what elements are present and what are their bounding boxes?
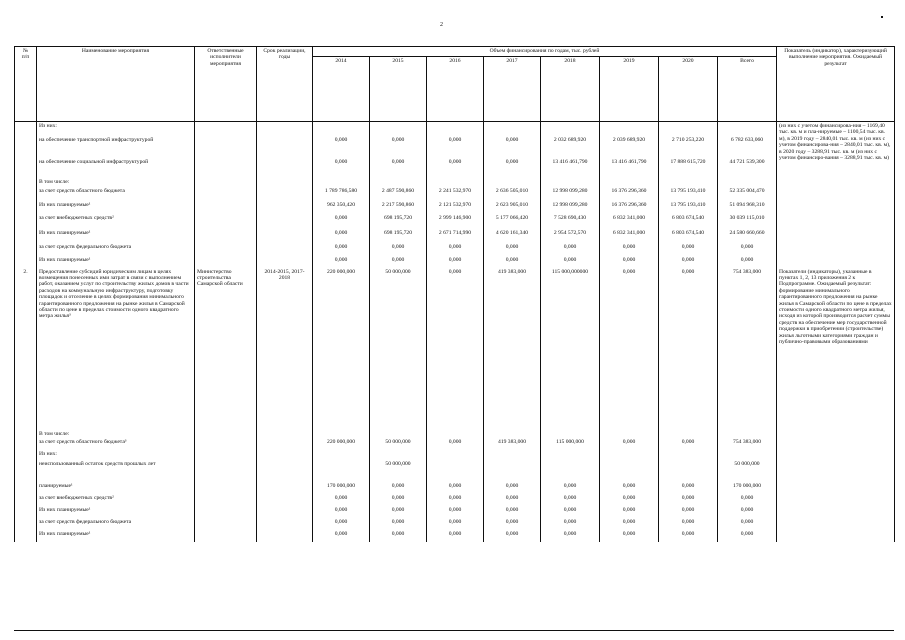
row-year-value: 0,000 (659, 438, 718, 450)
row-year-value: 0,000 (427, 158, 484, 178)
row-number (15, 430, 37, 438)
row-year-value: 0,000 (313, 256, 370, 268)
row-year-value: 2 623 905,010 (484, 201, 541, 214)
row-year-value: 0,000 (484, 256, 541, 268)
row-year-value: 2 954 572,570 (541, 229, 600, 243)
table-body (15, 122, 895, 542)
row-year-value (600, 430, 659, 438)
row-year-value (600, 178, 659, 187)
row-number (15, 214, 37, 229)
row-year-value (600, 450, 659, 460)
row-year-value: 0,000 (313, 158, 370, 178)
row-year-value: 115 000,000000 (541, 268, 600, 430)
row-year-value: 2 671 714,990 (427, 229, 484, 243)
row-total: 24 580 660,660 (718, 229, 777, 243)
row-number (15, 506, 37, 518)
row-year-value: 0,000 (313, 506, 370, 518)
row-responsible (195, 243, 257, 256)
row-year-value: 50 000,000 (370, 460, 427, 482)
row-total: 754 383,000 (718, 438, 777, 450)
header-activity-name: Наименование мероприятия (37, 47, 195, 122)
row-year-value: 0,000 (541, 506, 600, 518)
row-year-value (427, 122, 484, 136)
table-row (15, 229, 895, 243)
row-period (257, 438, 313, 450)
row-year-value: 0,000 (370, 243, 427, 256)
row-total: 30 039 115,010 (718, 214, 777, 229)
row-year-value: 0,000 (541, 256, 600, 268)
table-row (15, 518, 895, 530)
row-year-value: 2 636 505,010 (484, 187, 541, 201)
row-year-value: 0,000 (659, 530, 718, 542)
row-responsible (195, 201, 257, 214)
row-year-value (370, 178, 427, 187)
row-number (15, 187, 37, 201)
row-total: 0,000 (718, 243, 777, 256)
row-responsible (195, 518, 257, 530)
row-year-value (484, 178, 541, 187)
row-responsible (195, 438, 257, 450)
table-row (15, 256, 895, 268)
row-year-value: 0,000 (484, 136, 541, 158)
header-funding: Объем финансирования по годам, тыс. рублей (313, 47, 777, 57)
row-total: 754 383,000 (718, 268, 777, 430)
table-row (15, 201, 895, 214)
row-number: 2. (15, 268, 37, 430)
row-number (15, 136, 37, 158)
row-year-value (541, 122, 600, 136)
row-responsible (195, 214, 257, 229)
row-year-value: 0,000 (659, 268, 718, 430)
funding-table (14, 46, 895, 542)
row-year-value: 16 376 296,360 (600, 201, 659, 214)
row-year-value: 2 039 689,920 (600, 136, 659, 158)
row-year-value (427, 178, 484, 187)
row-year-value: 698 195,720 (370, 214, 427, 229)
row-number (15, 450, 37, 460)
row-number (15, 438, 37, 450)
row-year-value: 0,000 (659, 506, 718, 518)
row-year-value: 2 999 146,900 (427, 214, 484, 229)
row-period (257, 530, 313, 542)
row-year-value: 0,000 (370, 158, 427, 178)
row-period: 2014-2015, 2017-2018 (257, 268, 313, 430)
row-responsible (195, 430, 257, 438)
row-activity-name: за счет внебюджетных средств² (37, 214, 195, 229)
row-activity-name: за счет средств областного бюджета (37, 187, 195, 201)
row-year-value: 0,000 (659, 518, 718, 530)
row-year-value: 0,000 (659, 494, 718, 506)
row-total: 51 094 968,310 (718, 201, 777, 214)
row-year-value: 0,000 (600, 482, 659, 494)
row-year-value: 0,000 (600, 494, 659, 506)
row-activity-name: Из них планируемые¹ (37, 201, 195, 214)
row-total: 52 335 004,470 (718, 187, 777, 201)
row-year-value: 220 000,000 (313, 268, 370, 430)
row-number (15, 530, 37, 542)
row-year-value (541, 178, 600, 187)
row-period (257, 450, 313, 460)
row-year-value: 6 803 674,540 (659, 229, 718, 243)
row-year-value: 0,000 (484, 158, 541, 178)
table-row (15, 122, 895, 136)
row-period (257, 460, 313, 482)
row-activity-name: Из них планируемые¹ (37, 506, 195, 518)
row-year-value (484, 122, 541, 136)
row-year-value: 0,000 (427, 530, 484, 542)
row-year-value (659, 122, 718, 136)
row-year-value: 0,000 (600, 268, 659, 430)
row-period (257, 201, 313, 214)
row-indicator: (из них с учетом финансирова-ния – 1169,40 тыс. кв. м и пла-нируемые – 1100,54 тыс. кв. м), в 2019 году – 2840,01 тыс. кв. м (из них с учетом финансирова-ния – 2840,01 тыс. кв. м), в 2020 году – 3288,91 тыс. кв. м (из них с учетом финансиро-вания – 3288,91 тыс. кв. м) (777, 122, 895, 268)
row-period (257, 518, 313, 530)
row-year-value: 0,000 (370, 482, 427, 494)
row-year-value: 419 383,000 (484, 268, 541, 430)
row-total: 0,000 (718, 494, 777, 506)
table-row (15, 430, 895, 438)
row-year-value: 17 888 615,720 (659, 158, 718, 178)
row-total: 0,000 (718, 518, 777, 530)
row-year-value: 0,000 (541, 482, 600, 494)
row-year-value: 0,000 (427, 518, 484, 530)
row-year-value: 6 803 674,540 (659, 214, 718, 229)
row-year-value: 0,000 (313, 229, 370, 243)
header-year: 2017 (484, 57, 541, 122)
row-year-value: 0,000 (370, 530, 427, 542)
row-number (15, 122, 37, 136)
header-period: Срок реализации, годы (257, 47, 313, 122)
row-responsible (195, 136, 257, 158)
row-year-value (541, 450, 600, 460)
row-total: 44 721 539,300 (718, 158, 777, 178)
row-year-value: 2 241 532,970 (427, 187, 484, 201)
row-year-value: 0,000 (541, 530, 600, 542)
row-number (15, 482, 37, 494)
table-row (15, 243, 895, 256)
header-year: 2019 (600, 57, 659, 122)
row-year-value: 0,000 (659, 482, 718, 494)
table-row (15, 268, 895, 430)
header-year: 2020 (659, 57, 718, 122)
row-year-value: 0,000 (600, 518, 659, 530)
row-year-value: 0,000 (370, 518, 427, 530)
header-responsible: Ответственные исполнители мероприятия (195, 47, 257, 122)
row-year-value: 0,000 (659, 243, 718, 256)
row-year-value: 0,000 (600, 243, 659, 256)
row-responsible (195, 256, 257, 268)
table-row (15, 494, 895, 506)
row-period (257, 187, 313, 201)
row-year-value (484, 450, 541, 460)
row-year-value: 698 195,720 (370, 229, 427, 243)
table-row (15, 438, 895, 450)
row-responsible (195, 530, 257, 542)
row-year-value: 2 710 253,220 (659, 136, 718, 158)
row-number (15, 460, 37, 482)
table-row (15, 178, 895, 187)
row-activity-name: неиспользованный остаток средств прошлых лет (37, 460, 195, 482)
row-number (15, 494, 37, 506)
row-number (15, 256, 37, 268)
row-number (15, 518, 37, 530)
row-year-value: 0,000 (370, 256, 427, 268)
row-responsible (195, 494, 257, 506)
row-activity-name: на обеспечение социальной инфраструктурой (37, 158, 195, 178)
row-total: 0,000 (718, 530, 777, 542)
row-period (257, 178, 313, 187)
row-year-value: 0,000 (659, 256, 718, 268)
row-year-value (659, 460, 718, 482)
header-year: 2014 (313, 57, 370, 122)
row-year-value (659, 450, 718, 460)
header-total: Всего (718, 57, 777, 122)
row-year-value: 962 350,420 (313, 201, 370, 214)
row-year-value: 12 998 099,280 (541, 187, 600, 201)
row-year-value (600, 122, 659, 136)
row-year-value: 0,000 (370, 506, 427, 518)
row-total: 6 782 633,060 (718, 136, 777, 158)
row-activity-name: Из них: (37, 450, 195, 460)
row-year-value (600, 460, 659, 482)
row-responsible (195, 450, 257, 460)
row-year-value: 13 416 461,790 (541, 158, 600, 178)
row-year-value: 0,000 (427, 482, 484, 494)
row-year-value: 13 795 193,410 (659, 201, 718, 214)
row-period (257, 214, 313, 229)
row-year-value: 5 177 066,420 (484, 214, 541, 229)
row-total (718, 450, 777, 460)
row-period (257, 243, 313, 256)
page-number: 2 (440, 22, 443, 28)
row-year-value: 0,000 (313, 518, 370, 530)
row-activity-name: Из них планируемые¹ (37, 229, 195, 243)
table-row (15, 460, 895, 482)
row-year-value: 0,000 (427, 268, 484, 430)
row-year-value: 2 121 532,970 (427, 201, 484, 214)
row-year-value (370, 122, 427, 136)
row-year-value: 2 217 590,860 (370, 201, 427, 214)
table-row (15, 187, 895, 201)
row-year-value: 170 000,000 (313, 482, 370, 494)
row-responsible (195, 460, 257, 482)
table-row (15, 506, 895, 518)
header-year: 2015 (370, 57, 427, 122)
row-activity-name: планируемые¹ (37, 482, 195, 494)
row-number (15, 158, 37, 178)
row-responsible (195, 178, 257, 187)
row-year-value: 0,000 (541, 494, 600, 506)
row-year-value: 0,000 (484, 494, 541, 506)
row-year-value: 0,000 (484, 506, 541, 518)
row-year-value: 0,000 (484, 243, 541, 256)
row-activity-name: за счет внебюджетных средств² (37, 494, 195, 506)
row-year-value (313, 460, 370, 482)
row-year-value: 6 832 341,000 (600, 229, 659, 243)
row-responsible (195, 229, 257, 243)
row-year-value (313, 450, 370, 460)
row-total: 0,000 (718, 256, 777, 268)
row-total: 50 000,000 (718, 460, 777, 482)
row-year-value: 0,000 (427, 243, 484, 256)
table-row (15, 158, 895, 178)
row-total (718, 430, 777, 438)
row-year-value (313, 122, 370, 136)
row-activity-name: Из них планируемые¹ (37, 530, 195, 542)
row-year-value: 12 998 099,280 (541, 201, 600, 214)
row-year-value: 0,000 (484, 530, 541, 542)
row-year-value: 4 620 161,340 (484, 229, 541, 243)
row-responsible: Министерство строительства Самарской области (195, 268, 257, 430)
row-year-value: 2 032 689,920 (541, 136, 600, 158)
row-activity-name: за счет средств федерального бюджета (37, 518, 195, 530)
table-row (15, 530, 895, 542)
row-year-value: 13 795 193,410 (659, 187, 718, 201)
row-year-value: 2 487 590,860 (370, 187, 427, 201)
row-number (15, 178, 37, 187)
row-year-value (427, 460, 484, 482)
row-activity-name: на обеспечение транспортной инфраструктурой (37, 136, 195, 158)
row-year-value (313, 178, 370, 187)
header-year: 2016 (427, 57, 484, 122)
row-indicator: Показатели (индикаторы), указанные в пунктах 1, 2, 13 приложения 2 к Подпрограмме. Ожидаемый результат: формирование минимального гарантированного предложения на рынке жилья в Самарской области по цене в пределах стоимости одного квадратного метра жилья, исходя из которой производится расчет суммы средств на обеспечение мер государственной поддержки в приобретении (строительстве) жилья льготными категориями граждан и публично-правовыми образованиями (777, 268, 895, 542)
row-period (257, 122, 313, 136)
row-total: 170 000,000 (718, 482, 777, 494)
row-year-value: 0,000 (427, 506, 484, 518)
row-period (257, 430, 313, 438)
row-year-value (484, 430, 541, 438)
row-year-value: 0,000 (484, 518, 541, 530)
row-year-value: 0,000 (313, 214, 370, 229)
scan-dot (881, 16, 883, 18)
row-year-value (370, 450, 427, 460)
row-year-value (313, 430, 370, 438)
row-year-value: 0,000 (313, 136, 370, 158)
row-year-value: 0,000 (600, 530, 659, 542)
row-year-value: 0,000 (370, 494, 427, 506)
row-year-value: 0,000 (484, 482, 541, 494)
row-year-value: 0,000 (600, 506, 659, 518)
row-year-value: 0,000 (600, 256, 659, 268)
row-activity-name: В том числе: (37, 178, 195, 187)
row-number (15, 243, 37, 256)
row-responsible (195, 506, 257, 518)
row-period (257, 256, 313, 268)
row-number (15, 201, 37, 214)
row-total (718, 178, 777, 187)
row-year-value: 7 528 690,430 (541, 214, 600, 229)
row-period (257, 494, 313, 506)
row-year-value (659, 430, 718, 438)
row-year-value: 50 000,000 (370, 268, 427, 430)
table-row (15, 482, 895, 494)
row-activity-name: Предоставление субсидий юридическим лицам в целях возмещения понесенных ими затрат в связи с выполнением работ, оказанием услуг по строительству жилых домов в части расходов на коммунальную инфраструктуру, подготовку площадок и отселение в целях формирования минимального гарантированного предложения на рынке жилья в Самарской области по цене в пределах стоимости одного квадратного метра жилья³ (37, 268, 195, 430)
table-row (15, 214, 895, 229)
row-year-value: 1 789 786,580 (313, 187, 370, 201)
row-year-value: 0,000 (541, 243, 600, 256)
header-number: № п/п (15, 47, 37, 122)
row-year-value: 115 000,000 (541, 438, 600, 450)
row-activity-name: за счет средств областного бюджета³ (37, 438, 195, 450)
row-responsible (195, 482, 257, 494)
row-year-value: 0,000 (427, 438, 484, 450)
row-period (257, 136, 313, 158)
table-row (15, 136, 895, 158)
row-year-value (427, 450, 484, 460)
row-responsible (195, 158, 257, 178)
row-total: 0,000 (718, 506, 777, 518)
row-year-value (427, 430, 484, 438)
row-period (257, 158, 313, 178)
row-total (718, 122, 777, 136)
header-year: 2018 (541, 57, 600, 122)
table-header (15, 47, 895, 122)
row-activity-name: за счет средств федерального бюджета (37, 243, 195, 256)
row-number (15, 229, 37, 243)
header-indicator: Показатель (индикатор), характеризующий выполнение мероприятия. Ожидаемый результат (777, 47, 895, 122)
row-year-value: 0,000 (313, 243, 370, 256)
row-year-value: 13 416 461,790 (600, 158, 659, 178)
row-year-value: 50 000,000 (370, 438, 427, 450)
row-year-value: 0,000 (427, 256, 484, 268)
row-responsible (195, 122, 257, 136)
row-year-value (541, 460, 600, 482)
row-year-value: 0,000 (313, 530, 370, 542)
row-year-value: 0,000 (370, 136, 427, 158)
row-activity-name: Из них планируемые¹ (37, 256, 195, 268)
row-year-value: 16 376 296,360 (600, 187, 659, 201)
row-year-value: 220 000,000 (313, 438, 370, 450)
row-year-value: 6 832 341,000 (600, 214, 659, 229)
row-year-value: 419 383,000 (484, 438, 541, 450)
row-year-value: 0,000 (427, 136, 484, 158)
row-year-value (541, 430, 600, 438)
row-year-value (659, 178, 718, 187)
row-activity-name: В том числе: (37, 430, 195, 438)
row-year-value: 0,000 (313, 494, 370, 506)
row-year-value (370, 430, 427, 438)
bottom-rule (14, 630, 894, 631)
row-activity-name: Из них: (37, 122, 195, 136)
table-row (15, 450, 895, 460)
row-period (257, 506, 313, 518)
row-year-value: 0,000 (427, 494, 484, 506)
row-year-value (484, 460, 541, 482)
row-responsible (195, 187, 257, 201)
row-year-value: 0,000 (600, 438, 659, 450)
row-period (257, 482, 313, 494)
row-year-value: 0,000 (541, 518, 600, 530)
row-period (257, 229, 313, 243)
